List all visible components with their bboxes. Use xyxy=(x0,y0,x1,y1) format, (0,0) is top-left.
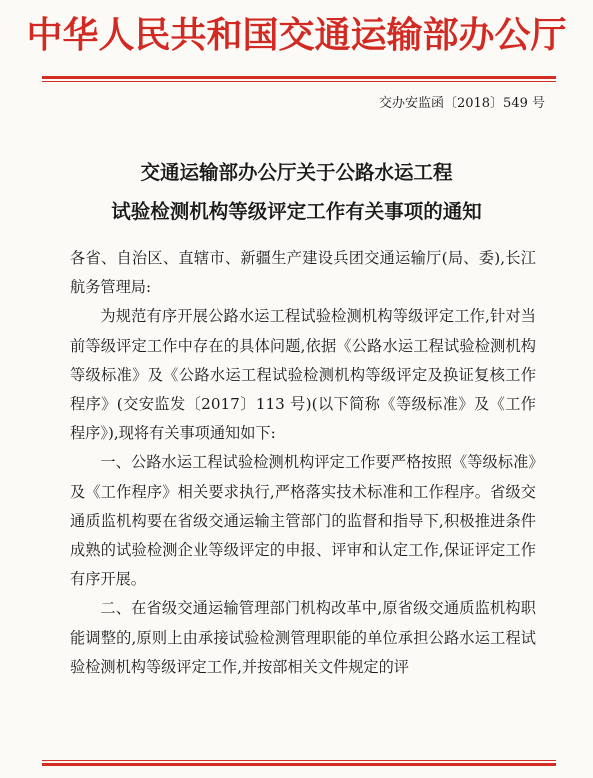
paragraph-item-1: 一、公路水运工程试验检测机构评定工作要严格按照《等级标准》及《工作程序》相关要求执行,严格落实技术标准和工作程序。省级交通质监机构要在省级交通运输主管部门的监督和指导下,积极推进条件成熟的试验检测企业等级评定的申报、评审和认定工作,保证评定工作有序开展。 xyxy=(70,453,536,589)
red-rule-thin xyxy=(42,81,556,82)
document-number: 交办安监函〔2018〕549 号 xyxy=(378,96,545,111)
notice-title-line-2: 试验检测机构等级评定工作有关事项的通知 xyxy=(111,200,482,223)
notice-title-line-1: 交通运输部办公厅关于公路水运工程 xyxy=(140,161,453,184)
recipients: 各省、自治区、直辖市、新疆生产建设兵团交通运输厅(局、委),长江航务管理局: xyxy=(70,249,536,297)
bottom-rule-thick xyxy=(42,763,556,766)
paragraph-item-2: 二、在省级交通运输管理部门机构改革中,原省级交通质监机构职能调整的,原则上由承接试验检测管理职能的单位承担公路水运工程试验检测机构等级评定工作,并按部相关文件规定的评 xyxy=(70,599,536,676)
red-rule-thick xyxy=(42,76,556,79)
bottom-rule-thin xyxy=(42,760,556,761)
notice-body xyxy=(70,244,536,682)
office-title: 中华人民共和国交通运输部办公厅 xyxy=(26,15,567,56)
paragraph-intro: 为规范有序开展公路水运工程试验检测机构等级评定工作,针对当前等级评定工作中存在的具体问题,依据《公路水运工程试验检测机构等级标准》及《公路水运工程试验检测机构等级评定及换证复核工作程序》(交安监发〔2017〕113 号)(以下简称《等级标准》及《工作程序》),现将有关事项通知如下: xyxy=(70,307,536,443)
